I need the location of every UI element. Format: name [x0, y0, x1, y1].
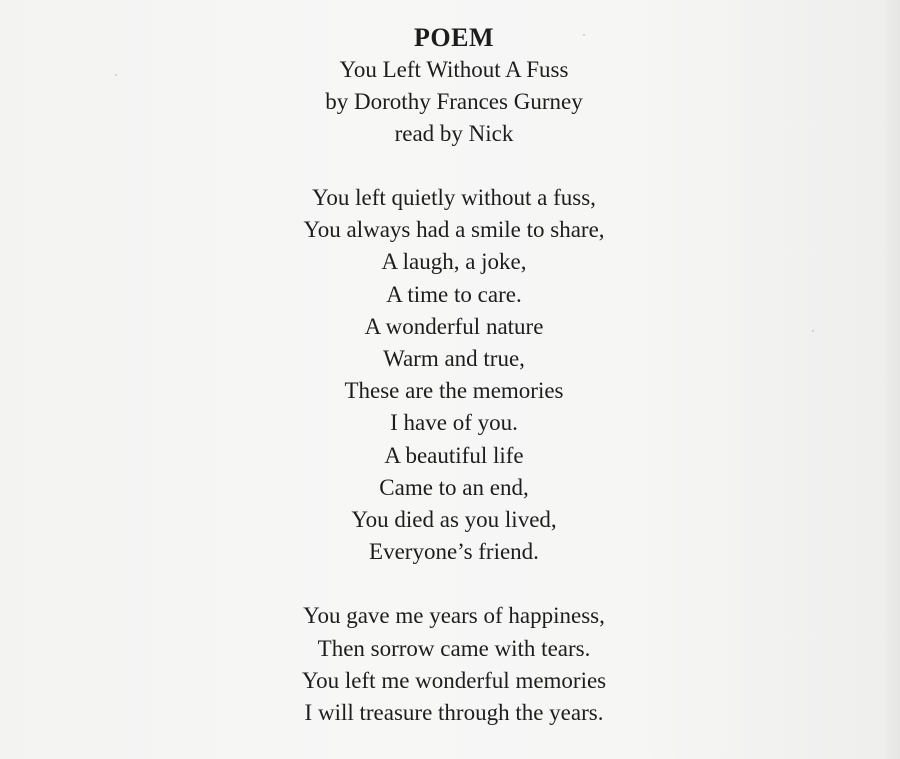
stanza-2: [0, 600, 900, 729]
poem-line: A laugh, a joke,: [381, 249, 527, 275]
poem-line: I have of you.: [390, 410, 518, 436]
poem-author: by Dorothy Frances Gurney: [325, 89, 583, 114]
poem-heading: POEM: [414, 23, 494, 52]
poem-line: A wonderful nature: [364, 313, 544, 339]
poem-line: Then sorrow came with tears.: [317, 635, 591, 661]
poem-line: Came to an end,: [379, 474, 529, 500]
poem-line: You died as you lived,: [351, 507, 557, 533]
poem-line: You always had a smile to share,: [303, 217, 605, 243]
poem-title: You Left Without A Fuss: [339, 57, 569, 82]
poem-line: You gave me years of happiness,: [303, 603, 605, 629]
stanza-1: [0, 182, 900, 568]
poem-block: [0, 22, 900, 729]
poem-line: I will treasure through the years.: [304, 700, 604, 726]
poem-line: You left quietly without a fuss,: [312, 185, 596, 210]
poem-line: A time to care.: [386, 281, 522, 307]
poem-reader: read by Nick: [394, 121, 514, 146]
poem-line: Everyone’s friend.: [369, 539, 539, 565]
poem-line: These are the memories: [344, 378, 564, 404]
poem-line: Warm and true,: [383, 346, 525, 372]
poem-line: A beautiful life: [384, 442, 524, 468]
poem-line: You left me wonderful memories: [301, 667, 607, 693]
